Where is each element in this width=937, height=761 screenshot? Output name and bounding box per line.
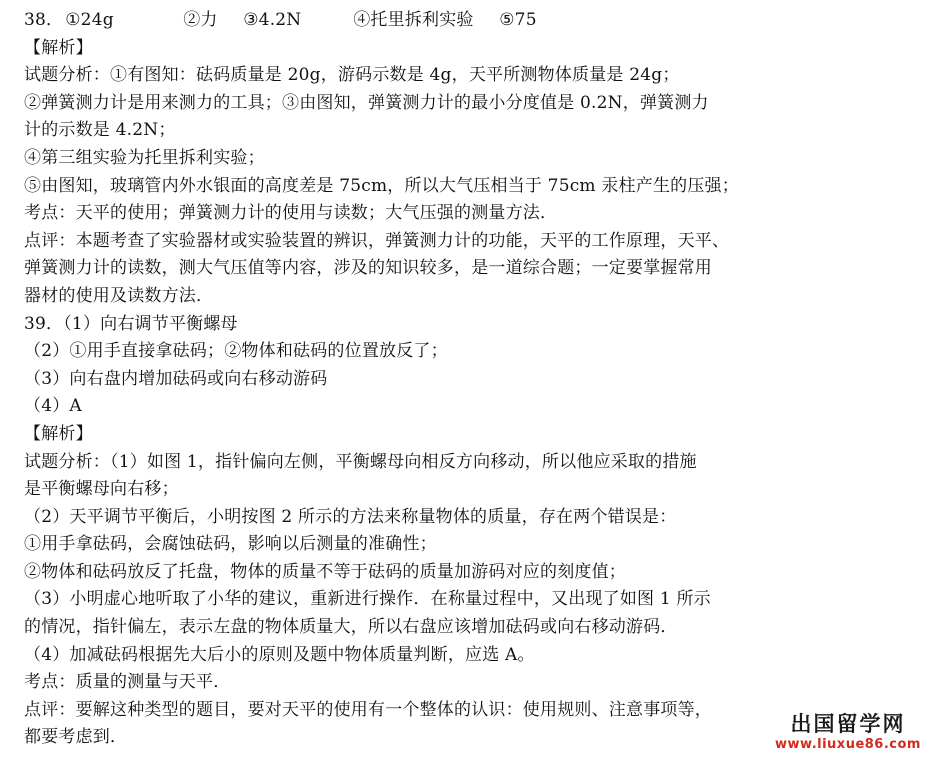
q39-answer-3: （3）向右盘内增加砝码或向右移动游码 (24, 368, 328, 389)
q39-text-line: 试题分析：（1）如图 1，指针偏向左侧，平衡螺母向相反方向移动，所以他应采取的措施 (24, 451, 697, 472)
q38-text-line: ④第三组实验为托里拆利实验； (24, 147, 265, 168)
q38-answer-1: ①24g (65, 10, 114, 30)
q38-answer-2: ②力 (183, 10, 218, 30)
q39-jiexi-heading: 【解析】 (24, 423, 93, 444)
q39-answer-2: （2）①用手直接拿砝码；②物体和砝码的位置放反了； (24, 341, 448, 362)
q38-text-line: 计的示数是 4.2N； (24, 120, 176, 141)
watermark-url: www.liuxue86.com (775, 737, 921, 752)
q39-text-line: 是平衡螺母向右移； (24, 479, 179, 500)
q38-answers (24, 7, 924, 35)
q39-text-line: ②物体和砝码放反了托盘，物体的质量不等于砝码的质量加游码对应的刻度值； (24, 561, 626, 582)
q39-pingyu: 点评：要解这种类型的题目，要对天平的使用有一个整体的认识：使用规则、注意事项等， (24, 699, 712, 720)
q38-text-line: ⑤由图知，玻璃管内外水银面的高度差是 75cm，所以大气压相当于 75cm 汞柱产生的压强； (24, 175, 739, 196)
q39-text-line: （3）小明虚心地听取了小华的建议，重新进行操作．在称量过程中，又出现了如图 1 所示 (24, 589, 711, 610)
q38-jiexi-heading: 【解析】 (24, 37, 93, 58)
q38-answer-4: ④托里拆利实验 (353, 10, 474, 30)
q38-text-line: 弹簧测力计的读数，测大气压值等内容，涉及的知识较多，是一道综合题；一定要掌握常用 (24, 258, 712, 279)
q38-text-line: ②弹簧测力计是用来测力的工具；③由图知，弹簧测力计的最小分度值是 0.2N，弹簧测力 (24, 92, 709, 113)
q38-text-line: 试题分析：①有图知：砝码质量是 20g，游码示数是 4g，天平所测物体质量是 24g； (24, 65, 680, 86)
q38-text-line: 器材的使用及读数方法． (24, 285, 214, 306)
q38-answer-5: ⑤75 (499, 10, 537, 30)
q38-pingyu: 点评：本题考查了实验器材或实验装置的辨识，弹簧测力计的功能，天平的工作原理，天平、 (24, 230, 730, 251)
q38-answer-3: ③4.2N (243, 10, 302, 30)
q39-text-line: ①用手拿砝码，会腐蚀砝码，影响以后测量的准确性； (24, 534, 437, 555)
site-watermark (773, 711, 923, 755)
watermark-title: 出国留学网 (790, 712, 906, 736)
q38-number: 38． (24, 10, 64, 30)
q39-kaodian: 考点：质量的测量与天平． (24, 672, 231, 693)
q38-kaodian: 考点：天平的使用；弹簧测力计的使用与读数；大气压强的测量方法． (24, 203, 558, 224)
q39-text-line: 都要考虑到． (24, 727, 128, 748)
q39-answer-4: （4）A (24, 396, 82, 417)
document-body (24, 7, 924, 752)
q39-text-line: 的情况，指针偏左，表示左盘的物体质量大，所以右盘应该增加砝码或向右移动游码． (24, 617, 678, 638)
q39-text-line: （2）天平调节平衡后，小明按图 2 所示的方法来称量物体的质量，存在两个错误是： (24, 506, 677, 527)
q39-text-line: （4）加减砝码根据先大后小的原则及题中物体质量判断，应选 A。 (24, 644, 535, 665)
q39-answer-1: 39．（1）向右调节平衡螺母 (24, 313, 238, 334)
